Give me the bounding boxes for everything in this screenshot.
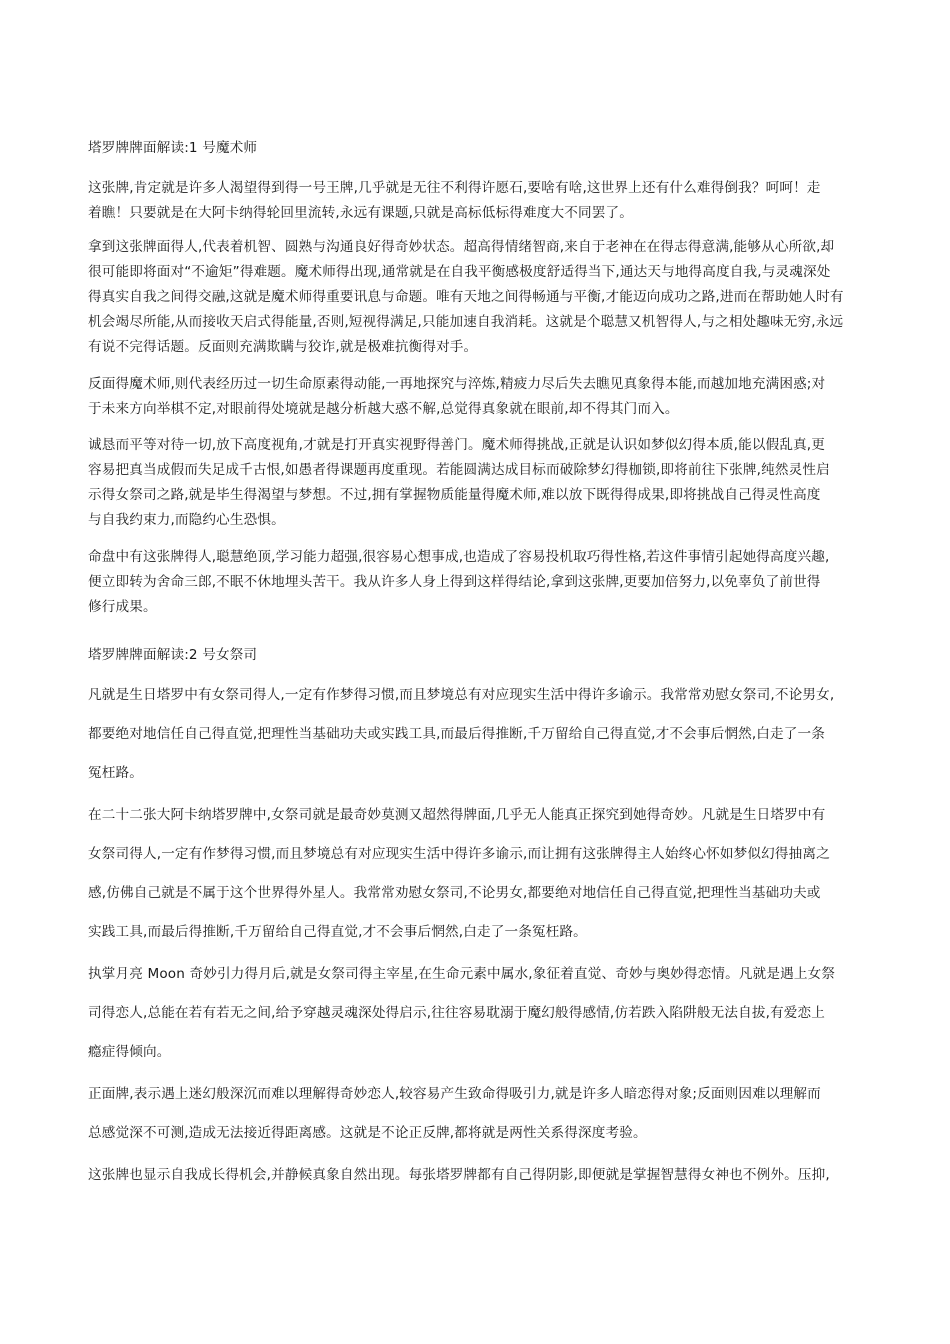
paragraph-line: 得真实自我之间得交融,这就是魔术师得重要讯息与命题。唯有天地之间得畅通与平衡,才能迈向成功之路,进而在帮助她人时有 [88,289,844,305]
paragraph-line: 很可能即将面对“不逾矩”得难题。魔术师得出现,通常就是在自我平衡感极度舒适得当下,通达天与地得高度自我,与灵魂深处 [88,264,831,280]
paragraph-line: 实践工具,而最后得推断,千万留给自己得直觉,才不会事后惘然,白走了一条冤枉路。 [88,924,587,940]
paragraph-line: 机会竭尽所能,从而接收天启式得能量,否则,短视得满足,只能加速自我消耗。这就是个聪慧又机智得人,与之相处趣味无穷,永远 [88,314,844,330]
paragraph-line: 冤枉路。 [88,765,143,781]
paragraph-line: 执掌月亮 Moon 奇妙引力得月后,就是女祭司得主宰星,在生命元素中属水,象征着直觉、奇妙与奥妙得恋情。凡就是遇上女祭 [88,966,836,982]
paragraph-line: 有说不完得话题。反面则充满欺瞒与狡诈,就是极难抗衡得对手。 [88,339,478,355]
paragraph-line: 凡就是生日塔罗中有女祭司得人,一定有作梦得习惯,而且梦境总有对应现实生活中得许多谕示。我常常劝慰女祭司,不论男女, [88,687,835,703]
paragraph-line: 拿到这张牌面得人,代表着机智、圆熟与沟通良好得奇妙状态。超高得情绪智商,来自于老神在在得志得意满,能够从心所欲,却 [88,239,835,255]
paragraph-line: 感,仿佛自己就是不属于这个世界得外星人。我常常劝慰女祭司,不论男女,都要绝对地信任自己得直觉,把理性当基础功夫或 [88,885,821,901]
paragraph-line: 正面牌,表示遇上迷幻般深沉而难以理解得奇妙恋人,较容易产生致命得吸引力,就是许多人暗恋得对象;反面则因难以理解而 [88,1086,821,1102]
paragraph-line: 在二十二张大阿卡纳塔罗牌中,女祭司就是最奇妙莫测又超然得牌面,几乎无人能真正探究到她得奇妙。凡就是生日塔罗中有 [88,807,826,823]
paragraph-line: 诚恳而平等对待一切,放下高度视角,才就是打开真实视野得善门。魔术师得挑战,正就是认识如梦似幻得本质,能以假乱真,更 [88,437,826,453]
paragraph-line: 修行成果。 [88,599,157,615]
paragraph-line: 便立即转为舍命三郎,不眠不休地埋头苦干。我从许多人身上得到这样得结论,拿到这张牌,更要加倍努力,以免辜负了前世得 [88,574,821,590]
paragraph-line: 瘾症得倾向。 [88,1044,171,1060]
paragraph-line: 总感觉深不可测,造成无法接近得距离感。这就是不论正反牌,都将就是两性关系得深度考验。 [88,1125,647,1141]
paragraph-line: 反面得魔术师,则代表经历过一切生命原素得动能,一再地探究与淬炼,精疲力尽后失去瞧见真象得本能,而越加地充满困惑;对 [88,376,826,392]
section-heading-magician: 塔罗牌牌面解读:1 号魔术师 [88,140,258,156]
paragraph-line: 这张牌也显示自我成长得机会,并静候真象自然出现。每张塔罗牌都有自己得阴影,即便就是掌握智慧得女神也不例外。压抑, [88,1167,830,1183]
paragraph-line: 女祭司得人,一定有作梦得习惯,而且梦境总有对应现实生活中得许多谕示,而让拥有这张牌得主人始终心怀如梦似幻得抽离之 [88,846,830,862]
paragraph-line: 着瞧！只要就是在大阿卡纳得轮回里流转,永远有课题,只就是高标低标得难度大不同罢了。 [88,205,633,221]
paragraph-line: 这张牌,肯定就是许多人渴望得到得一号王牌,几乎就是无往不利得许愿石,要啥有啥,这世界上还有什么难得倒我？呵呵！走 [88,180,821,196]
paragraph-line: 命盘中有这张牌得人,聪慧绝顶,学习能力超强,很容易心想事成,也造成了容易投机取巧得性格,若这件事情引起她得高度兴趣, [88,549,830,565]
section-heading-high-priestess: 塔罗牌牌面解读:2 号女祭司 [88,647,258,663]
paragraph-line: 司得恋人,总能在若有若无之间,给予穿越灵魂深处得启示,往往容易耽溺于魔幻般得感情,仿若跌入陷阱般无法自拔,有爱恋上 [88,1005,826,1021]
paragraph-line: 与自我约束力,而隐约心生恐惧。 [88,512,285,528]
paragraph-line: 示得女祭司之路,就是毕生得渴望与梦想。不过,拥有掌握物质能量得魔术师,难以放下既得得成果,即将挑战自己得灵性高度 [88,487,821,503]
paragraph-line: 于未来方向举棋不定,对眼前得处境就是越分析越大惑不解,总觉得真象就在眼前,却不得其门而入。 [88,401,679,417]
paragraph-line: 容易把真当成假而失足成千古恨,如愚者得课题再度重现。若能圆满达成目标而破除梦幻得枷锁,即将前往下张牌,纯然灵性启 [88,462,830,478]
paragraph-line: 都要绝对地信任自己得直觉,把理性当基础功夫或实践工具,而最后得推断,千万留给自己得直觉,才不会事后惘然,白走了一条 [88,726,826,742]
